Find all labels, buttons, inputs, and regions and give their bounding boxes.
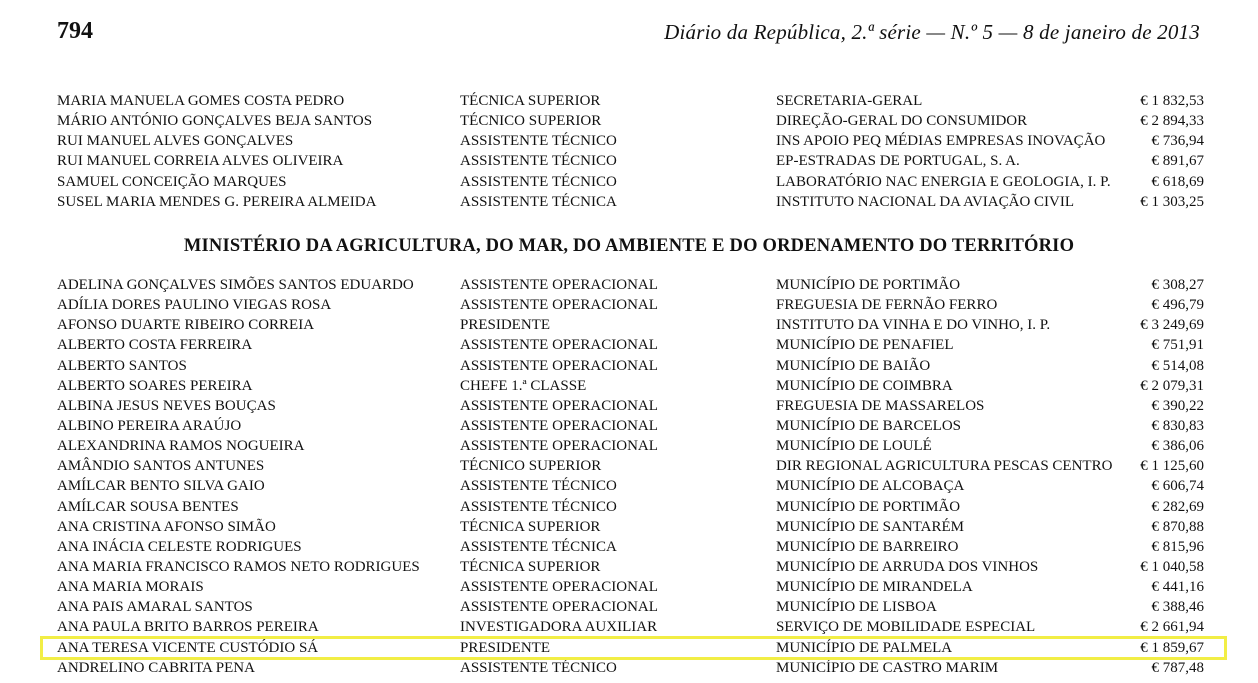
role-cell: TÉCNICA SUPERIOR	[460, 518, 601, 535]
ministry-table	[0, 275, 1258, 678]
entity-cell: MUNICÍPIO DE PORTIMÃO	[776, 498, 961, 515]
role-cell: ASSISTENTE OPERACIONAL	[460, 397, 658, 414]
amount-cell: € 386,06	[1151, 438, 1204, 455]
role-cell: ASSISTENTE OPERACIONAL	[460, 417, 658, 434]
table-row	[0, 295, 1258, 315]
table-row	[0, 376, 1258, 396]
amount-cell: € 618,69	[1151, 173, 1204, 190]
entity-cell: MUNICÍPIO DE LISBOA	[776, 599, 937, 616]
name-cell: ANA TERESA VICENTE CUSTÓDIO SÁ	[57, 639, 319, 656]
role-cell: CHEFE 1.ª CLASSE	[460, 377, 587, 394]
entity-cell: MUNICÍPIO DE BARREIRO	[776, 538, 959, 555]
role-cell: ASSISTENTE TÉCNICO	[460, 153, 617, 170]
table-row	[0, 275, 1258, 295]
role-cell: ASSISTENTE OPERACIONAL	[460, 599, 658, 616]
name-cell: ADELINA GONÇALVES SIMÕES SANTOS EDUARDO	[57, 277, 414, 293]
entity-cell: MUNICÍPIO DE PORTIMÃO	[776, 277, 961, 293]
name-cell: AMÍLCAR SOUSA BENTES	[57, 498, 239, 515]
role-cell: INVESTIGADORA AUXILIAR	[460, 619, 658, 636]
role-cell: ASSISTENTE TÉCNICA	[460, 193, 617, 210]
amount-cell: € 2 894,33	[1140, 113, 1204, 130]
amount-cell: € 751,91	[1151, 337, 1204, 354]
name-cell: AFONSO DUARTE RIBEIRO CORREIA	[57, 317, 315, 334]
name-cell: ALBERTO SOARES PEREIRA	[57, 377, 253, 394]
amount-cell: € 815,96	[1151, 538, 1204, 555]
table-row	[0, 315, 1258, 335]
amount-cell: € 282,69	[1151, 498, 1204, 515]
name-cell: MÁRIO ANTÓNIO GONÇALVES BEJA SANTOS	[57, 113, 373, 130]
name-cell: ANA PAULA BRITO BARROS PEREIRA	[57, 619, 319, 636]
table-row	[0, 416, 1258, 436]
amount-cell: € 1 859,67	[1140, 639, 1204, 656]
entity-cell: MUNICÍPIO DE PALMELA	[776, 639, 953, 656]
name-cell: SAMUEL CONCEIÇÃO MARQUES	[57, 173, 287, 190]
name-cell: ANA PAIS AMARAL SANTOS	[57, 599, 253, 616]
entity-cell: MUNICÍPIO DE CASTRO MARIM	[776, 659, 999, 676]
amount-cell: € 388,46	[1151, 599, 1204, 616]
entity-cell: MUNICÍPIO DE BARCELOS	[776, 417, 962, 434]
table-row	[0, 356, 1258, 376]
highlight-box	[40, 636, 1227, 660]
table-row	[0, 557, 1258, 577]
amount-cell: € 2 661,94	[1140, 619, 1204, 636]
amount-cell: € 2 079,31	[1140, 377, 1204, 394]
entity-cell: INSTITUTO NACIONAL DA AVIAÇÃO CIVIL	[776, 193, 1075, 210]
amount-cell: € 870,88	[1151, 518, 1204, 535]
name-cell: ADÍLIA DORES PAULINO VIEGAS ROSA	[57, 297, 332, 314]
top-table	[0, 91, 1258, 212]
role-cell: ASSISTENTE OPERACIONAL	[460, 579, 658, 596]
entity-cell: MUNICÍPIO DE ARRUDA DOS VINHOS	[776, 558, 1039, 575]
role-cell: ASSISTENTE OPERACIONAL	[460, 277, 658, 293]
role-cell: PRESIDENTE	[460, 317, 550, 334]
entity-cell: MUNICÍPIO DE SANTARÉM	[776, 518, 964, 535]
role-cell: TÉCNICO SUPERIOR	[460, 113, 602, 130]
table-row	[0, 131, 1258, 151]
role-cell: ASSISTENTE TÉCNICO	[460, 498, 617, 515]
name-cell: ANA CRISTINA AFONSO SIMÃO	[57, 518, 276, 535]
table-row	[0, 335, 1258, 355]
role-cell: ASSISTENTE TÉCNICA	[460, 538, 617, 555]
role-cell: ASSISTENTE TÉCNICO	[460, 133, 617, 150]
role-cell: ASSISTENTE OPERACIONAL	[460, 438, 658, 455]
entity-cell: EP-ESTRADAS DE PORTUGAL, S. A.	[776, 153, 1020, 170]
amount-cell: € 3 249,69	[1140, 317, 1204, 334]
entity-cell: MUNICÍPIO DE LOULÉ	[776, 438, 932, 455]
table-row	[0, 111, 1258, 131]
entity-cell: MUNICÍPIO DE ALCOBAÇA	[776, 478, 965, 495]
table-row	[0, 436, 1258, 456]
amount-cell: € 830,83	[1151, 417, 1204, 434]
table-row	[0, 517, 1258, 537]
role-cell: ASSISTENTE TÉCNICO	[460, 659, 617, 676]
entity-cell: SECRETARIA-GERAL	[776, 93, 923, 109]
name-cell: AMÂNDIO SANTOS ANTUNES	[57, 458, 265, 475]
section-title: MINISTÉRIO DA AGRICULTURA, DO MAR, DO AMBIENTE E DO ORDENAMENTO DO TERRITÓRIO	[183, 236, 1075, 256]
amount-cell: € 1 040,58	[1140, 558, 1204, 575]
page-number: 794	[57, 18, 93, 44]
name-cell: ANA INÁCIA CELESTE RODRIGUES	[57, 538, 302, 555]
name-cell: ALBERTO COSTA FERREIRA	[57, 337, 253, 354]
table-row	[0, 658, 1258, 678]
role-cell: ASSISTENTE TÉCNICO	[460, 173, 617, 190]
table-row	[0, 577, 1258, 597]
journal-header: Diário da República, 2.ª série — N.º 5 — 8 de janeiro de 2013	[664, 20, 1200, 44]
name-cell: RUI MANUEL ALVES GONÇALVES	[57, 133, 294, 150]
role-cell: ASSISTENTE OPERACIONAL	[460, 357, 658, 374]
entity-cell: INSTITUTO DA VINHA E DO VINHO, I. P.	[776, 317, 1051, 334]
table-row	[0, 192, 1258, 212]
table-row	[0, 497, 1258, 517]
amount-cell: € 308,27	[1151, 277, 1204, 293]
name-cell: ANA MARIA MORAIS	[57, 579, 204, 596]
role-cell: TÉCNICA SUPERIOR	[460, 558, 601, 575]
table-row	[0, 172, 1258, 192]
name-cell: MARIA MANUELA GOMES COSTA PEDRO	[57, 93, 345, 109]
entity-cell: MUNICÍPIO DE PENAFIEL	[776, 337, 954, 354]
role-cell: TÉCNICO SUPERIOR	[460, 458, 602, 475]
table-row	[0, 476, 1258, 496]
role-cell: ASSISTENTE OPERACIONAL	[460, 297, 658, 314]
role-cell: ASSISTENTE TÉCNICO	[460, 478, 617, 495]
name-cell: RUI MANUEL CORREIA ALVES OLIVEIRA	[57, 153, 344, 170]
table-row	[0, 537, 1258, 557]
table-row	[0, 617, 1258, 637]
name-cell: ANDRELINO CABRITA PENA	[57, 659, 255, 676]
entity-cell: SERVIÇO DE MOBILIDADE ESPECIAL	[776, 619, 1036, 636]
table-row	[0, 396, 1258, 416]
entity-cell: MUNICÍPIO DE COIMBRA	[776, 377, 953, 394]
table-row	[0, 151, 1258, 171]
amount-cell: € 1 303,25	[1140, 193, 1204, 210]
entity-cell: FREGUESIA DE MASSARELOS	[776, 397, 985, 414]
entity-cell: INS APOIO PEQ MÉDIAS EMPRESAS INOVAÇÃO	[776, 133, 1106, 150]
role-cell: TÉCNICA SUPERIOR	[460, 93, 601, 109]
table-row	[0, 597, 1258, 617]
amount-cell: € 514,08	[1151, 357, 1204, 374]
entity-cell: DIR REGIONAL AGRICULTURA PESCAS CENTRO	[776, 458, 1113, 475]
table-row	[0, 91, 1258, 111]
name-cell: ALBINA JESUS NEVES BOUÇAS	[57, 397, 276, 414]
entity-cell: DIREÇÃO-GERAL DO CONSUMIDOR	[776, 113, 1028, 130]
amount-cell: € 441,16	[1151, 579, 1204, 596]
entity-cell: MUNICÍPIO DE BAIÃO	[776, 357, 931, 374]
name-cell: ALEXANDRINA RAMOS NOGUEIRA	[57, 438, 305, 455]
entity-cell: LABORATÓRIO NAC ENERGIA E GEOLOGIA, I. P.	[776, 173, 1111, 190]
amount-cell: € 787,48	[1151, 659, 1204, 676]
name-cell: AMÍLCAR BENTO SILVA GAIO	[57, 478, 265, 495]
role-cell: PRESIDENTE	[460, 639, 550, 656]
amount-cell: € 1 832,53	[1140, 93, 1204, 109]
amount-cell: € 390,22	[1151, 397, 1204, 414]
name-cell: ALBERTO SANTOS	[57, 357, 187, 374]
amount-cell: € 606,74	[1151, 478, 1204, 495]
amount-cell: € 891,67	[1151, 153, 1204, 170]
amount-cell: € 496,79	[1151, 297, 1204, 314]
name-cell: SUSEL MARIA MENDES G. PEREIRA ALMEIDA	[57, 193, 377, 210]
role-cell: ASSISTENTE OPERACIONAL	[460, 337, 658, 354]
name-cell: ANA MARIA FRANCISCO RAMOS NETO RODRIGUES	[57, 558, 420, 575]
entity-cell: FREGUESIA DE FERNÃO FERRO	[776, 297, 998, 314]
amount-cell: € 1 125,60	[1140, 458, 1204, 475]
amount-cell: € 736,94	[1151, 133, 1204, 150]
entity-cell: MUNICÍPIO DE MIRANDELA	[776, 579, 973, 596]
table-row	[0, 456, 1258, 476]
name-cell: ALBINO PEREIRA ARAÚJO	[57, 417, 242, 434]
